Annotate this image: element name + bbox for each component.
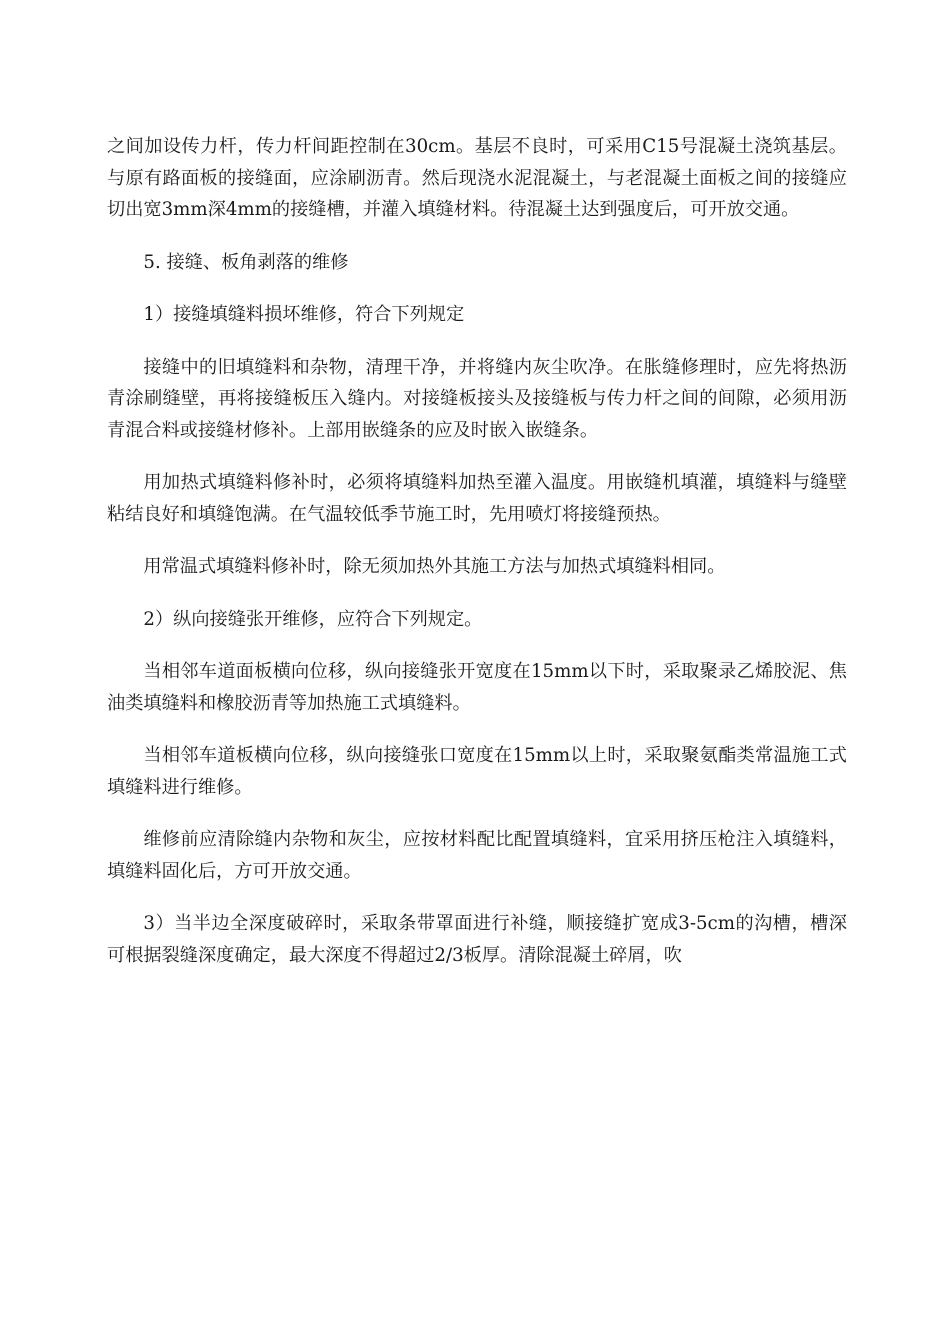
subsection-heading-filler-damage: 1）接缝填缝料损坏维修，符合下列规定 (143, 304, 465, 325)
paragraph-joint-over-15mm: 当相邻车道板横向位移，纵向接缝张口宽度在15mm以上时，采取聚氨酯类常温施工式填缝料进行维修。 (107, 745, 847, 798)
paragraph-half-depth-breakage: 3）当半边全深度破碎时，采取条带罩面进行补缝，顺接缝扩宽成3-5cm的沟槽，槽深可根据裂缝深度确定，最大深度不得超过2/3板厚。清除混凝土碎屑，吹 (107, 913, 847, 966)
document-page (107, 131, 847, 992)
paragraph-old-filler-cleaning: 接缝中的旧填缝料和杂物，清理干净，并将缝内灰尘吹净。在胀缝修理时，应先将热沥青涂刷缝壁，再将接缝板压入缝内。对接缝板接头及接缝板与传力杆之间的间隙，必须用沥青混合料或接缝材修补。上部用嵌缝条的应及时嵌入嵌缝条。 (107, 356, 847, 441)
paragraph-pre-repair-cleaning: 维修前应清除缝内杂物和灰尘，应按材料配比配置填缝料，宜采用挤压枪注入填缝料，填缝料固化后，方可开放交通。 (107, 829, 847, 882)
paragraph-continuation: 之间加设传力杆，传力杆间距控制在30cm。基层不良时，可采用C15号混凝土浇筑基层。与原有路面板的接缝面，应涂刷沥青。然后现浇水泥混凝土，与老混凝土面板之间的接缝应切出宽3mm深4mm的接缝槽，并灌入填缝材料。待混凝土达到强度后，可开放交通。 (107, 136, 847, 220)
paragraph-ambient-filler: 用常温式填缝料修补时，除无须加热外其施工方法与加热式填缝料相同。 (143, 556, 726, 577)
subsection-heading-longitudinal-joint: 2）纵向接缝张开维修，应符合下列规定。 (143, 608, 483, 630)
paragraph-heated-filler: 用加热式填缝料修补时，必须将填缝料加热至灌入温度。用嵌缝机填灌，填缝料与缝壁粘结良好和填缝饱满。在气温较低季节施工时，先用喷灯将接缝预热。 (107, 472, 847, 525)
paragraph-joint-under-15mm: 当相邻车道面板横向位移，纵向接缝张开宽度在15mm以下时，采取聚录乙烯胶泥、焦油类填缝料和橡胶沥青等加热施工式填缝料。 (107, 661, 847, 714)
section-heading-joint-repair: 5. 接缝、板角剥落的维修 (143, 251, 349, 273)
